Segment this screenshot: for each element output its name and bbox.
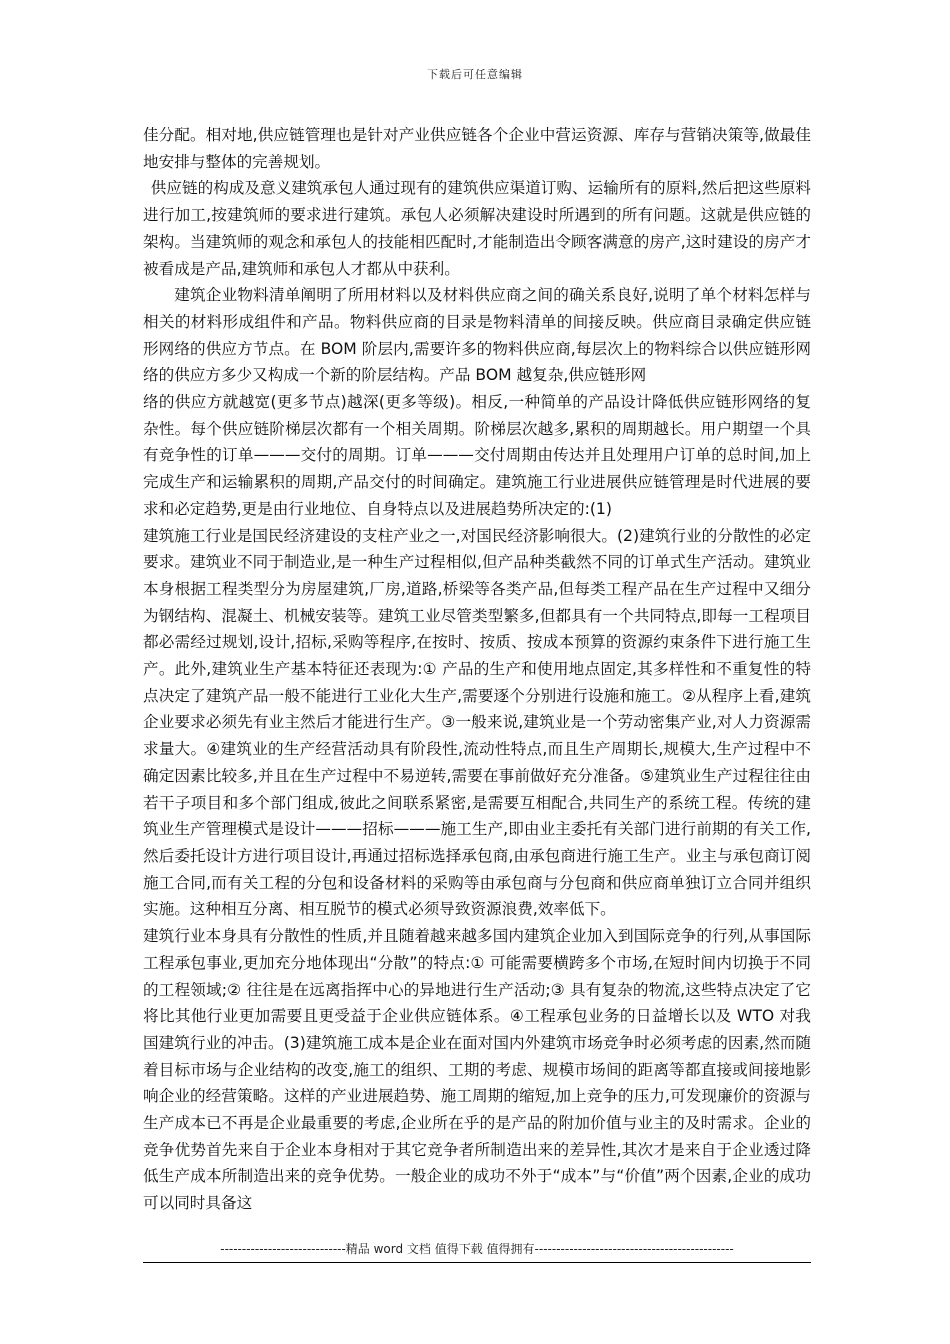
paragraph-6: 建筑行业本身具有分散性的性质,并且随着越来越多国内建筑企业加入到国际竞争的行列,从事国际工程承包事业,更加充分地体现出“分散”的特点:① 可能需要横跨多个市场,在短时间内切换于不同的工程领域;② 往往是在远离指挥中心的异地进行生产活动;③ 具有复杂的物流,这些特点决定了它将比其他行业更加需要且更受益于企业供应链体系。④工程承包业务的日益增长以及 WTO 对我国建筑行业的冲击。(3)建筑施工成本是企业在面对国内外建筑市场竞争时必须考虑的因素,然而随着目标市场与企业结构的改变,施工的组织、工期的考虑、规模市场间的距离等都直接或间接地影响企业的经营策略。这样的产业进展趋势、施工周期的缩短,加上竞争的压力,可发现廉价的资源与生产成本已不再是企业最重要的考虑,企业所在乎的是产品的附加价值与业主的及时需求。企业的竞争优势首先来自于企业本身相对于其它竞争者所制造出来的差异性,其次才是来自于企业透过降低生产成本所制造出来的竞争优势。一般企业的成功不外于“成本”与“价值”两个因素,企业的成功可以同时具备这 — [143, 927, 811, 1213]
footer-rule — [143, 1262, 811, 1263]
paragraph-4: 络的供应方就越宽(更多节点)越深(更多等级)。相反,一种简单的产品设计降低供应链形网络的复杂性。每个供应链阶梯层次都有一个相关周期。阶梯层次越多,累积的周期越长。用户期望一个具有竞争性的订单———交付的周期。订单———交付周期由传达并且处理用户订单的总时间,加上完成生产和运输累积的周期,产品交付的时间确定。建筑施工行业进展供应链管理是时代进展的要求和必定趋势,更是由行业地位、自身特点以及进展趋势所决定的:(1) — [143, 393, 811, 518]
page-header: 下载后可任意编辑 — [427, 68, 523, 81]
paragraph-1: 佳分配。相对地,供应链管理也是针对产业供应链各个企业中营运资源、库存与营销决策等,做最佳地安排与整体的完善规划。 — [143, 126, 811, 171]
paragraph-5: 建筑施工行业是国民经济建设的支柱产业之一,对国民经济影响很大。(2)建筑行业的分散性的必定要求。建筑业不同于制造业,是一种生产过程相似,但产品种类截然不同的订单式生产活动。建筑业本身根据工程类型分为房屋建筑,厂房,道路,桥梁等各类产品,但每类工程产品在生产过程中又细分为钢结构、混凝土、机械安装等。建筑工业尽管类型繁多,但都具有一个共同特点,即每一工程项目都必需经过规划,设计,招标,采购等程序,在按时、按质、按成本预算的资源约束条件下进行施工生产。此外,建筑业生产基本特征还表现为:① 产品的生产和使用地点固定,其多样性和不重复性的特点决定了建筑产品一般不能进行工业化大生产,需要逐个分别进行设施和施工。②从程序上看,建筑企业要求必须先有业主然后才能进行生产。③一般来说,建筑业是一个劳动密集产业,对人力资源需求量大。④建筑业的生产经营活动具有阶段性,流动性特点,而且生产周期长,规模大,生产过程中不确定因素比较多,并且在生产过程中不易逆转,需要在事前做好充分准备。⑤建筑业生产过程往往由若干子项目和多个部门组成,彼此之间联系紧密,是需要互相配合,共同生产的系统工程。传统的建筑业生产管理模式是设计———招标———施工生产,即由业主委托有关部门进行前期的有关工作,然后委托设计方进行项目设计,再通过招标选择承包商,由承包商进行施工生产。业主与承包商订阅施工合同,而有关工程的分包和设备材料的采购等由承包商与分包商和供应商单独订立合同并组织实施。这种相互分离、相互脱节的模式必须导致资源浪费,效率低下。 — [143, 526, 811, 919]
paragraph-2: 供应链的构成及意义建筑承包人通过现有的建筑供应渠道订购、运输所有的原料,然后把这些原料进行加工,按建筑师的要求进行建筑。承包人必须解决建设时所遇到的所有问题。这就是供应链的架构。当建筑师的观念和承包人的技能相匹配时,才能制造出令顾客满意的房产,这时建设的房产才被看成是产品,建筑师和承包人才都从中获利。 — [143, 179, 811, 278]
document-body — [143, 122, 811, 1217]
paragraph-3: 建筑企业物料清单阐明了所用材料以及材料供应商之间的确关系良好,说明了单个材料怎样与相关的材料形成组件和产品。物料供应商的目录是物料清单的间接反映。供应商目录确定供应链形网络的供应方节点。在 BOM 阶层内,需要许多的物料供应商,每层次上的物料综合以供应链形网络的供应方多少又构成一个新的阶层结构。产品 BOM 越复杂,供应链形网 — [143, 286, 811, 385]
footer-text: -----------------------------精品 word 文档 值得下载 值得拥有---------------------------------------------- — [220, 1242, 734, 1256]
page-footer — [143, 1240, 811, 1263]
